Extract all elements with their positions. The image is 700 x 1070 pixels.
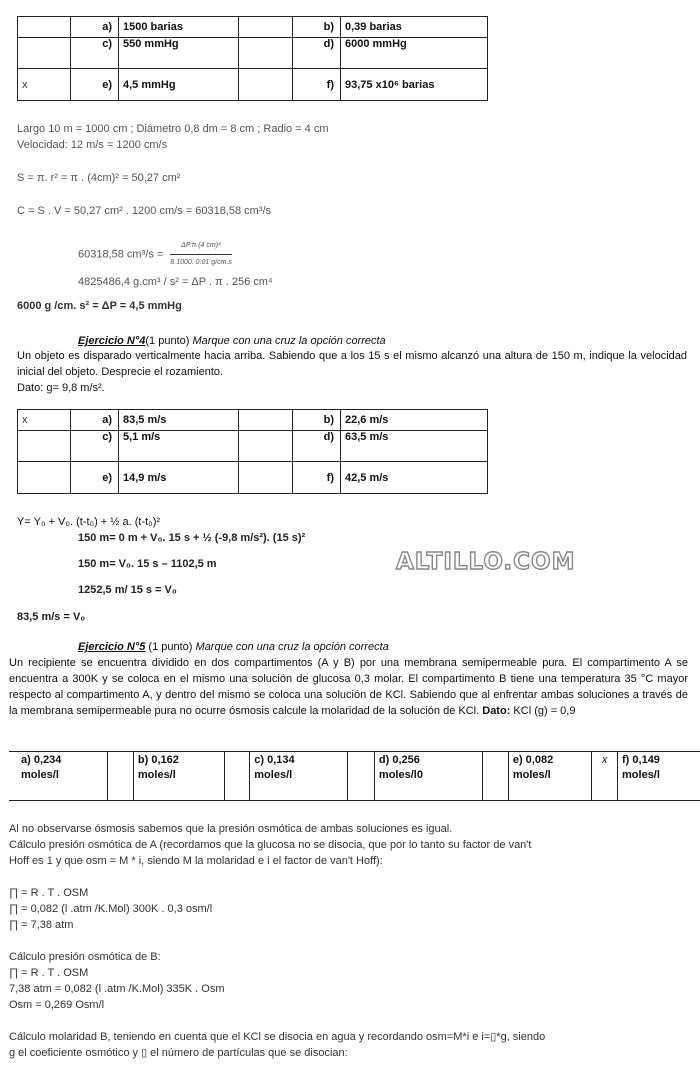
option-value: 0,39 barias xyxy=(341,17,488,38)
option-value: c) 0,134 xyxy=(254,754,295,766)
option-mark[interactable] xyxy=(18,431,71,462)
option-letter: f) xyxy=(293,69,341,101)
option-letter: d) xyxy=(293,38,341,69)
option-letter: e) xyxy=(71,69,119,101)
option-letter: e) xyxy=(71,462,119,494)
answer-table-ej3 xyxy=(17,16,488,101)
exercise-4-heading xyxy=(78,333,386,349)
option-d[interactable] xyxy=(374,751,482,800)
option-value: e) 0,082 xyxy=(512,754,554,766)
solution-line: 7,38 atm = 0,082 (l .atm /K.Mol) 335K . Osm xyxy=(9,983,225,995)
table-row xyxy=(18,410,488,431)
fraction-denominator: 8.1000. 0.01 g/cm.s xyxy=(170,259,232,266)
solution-block xyxy=(9,821,545,1061)
option-value: f) 0,149 xyxy=(622,754,660,766)
option-unit: moles/l0 xyxy=(378,769,423,781)
option-letter: c) xyxy=(71,431,119,462)
option-mark[interactable] xyxy=(348,751,375,800)
solution-line xyxy=(9,1013,545,1029)
option-mark[interactable]: x xyxy=(18,69,71,101)
table-row xyxy=(18,69,488,101)
option-mark[interactable] xyxy=(483,751,509,800)
table-row xyxy=(18,462,488,494)
option-a[interactable] xyxy=(17,751,108,800)
solution-line: Al no observarse ósmosis sabemos que la presión osmótica de ambas soluciones es igual. xyxy=(9,823,453,835)
option-value: 5,1 m/s xyxy=(119,431,239,462)
solution-line: Cálculo presión osmótica de B: xyxy=(9,951,161,963)
exercise-points: (1 punto) xyxy=(145,641,193,653)
option-value: 6000 mmHg xyxy=(341,38,488,69)
option-mark[interactable] xyxy=(224,751,250,800)
watermark: ALTILLO.COM xyxy=(396,549,576,575)
option-mark[interactable]: x xyxy=(18,410,71,431)
option-value: 22,6 m/s xyxy=(341,410,488,431)
solution-line: Hoff es 1 y que osm = M * i, siendo M la molaridad e i el factor de van't Hoff): xyxy=(9,855,383,867)
solution-line: Y= Y₀ + V₀. (t-t₀) + ½ a. (t-t₀)² xyxy=(17,516,161,528)
option-value: 63,5 m/s xyxy=(341,431,488,462)
solution-line: Cálculo molaridad B, teniendo en cuenta que el KCl se disocia en agua y recordando osm=M*i e i=▯*g, siendo xyxy=(9,1031,546,1043)
table-row xyxy=(18,431,488,462)
table-row xyxy=(18,38,488,69)
statement-text: Un recipiente se encuentra dividido en dos compartimentos (A y B) por una membrana semipermeable pura. El compartimento A se encuentra a 300K y se coloca en el mismo una solución de glucosa 0,3 molar. El compartimento B tiene una temperatura 35 °C mayor respecto al compartimento A, y dentro del mismo se coloca una solución de KCl. Sabiendo que al enfrentar ambas soluciones a través de la membrana semipermeable pura no ocurre ósmosis calcule la molaridad de la solución de KCl. xyxy=(9,657,688,717)
solution-line: ∏ = R . T . OSM xyxy=(9,967,89,979)
option-mark[interactable] xyxy=(18,38,71,69)
option-mark[interactable] xyxy=(239,462,293,494)
options-bottom-rule xyxy=(9,800,700,801)
option-letter: c) xyxy=(71,38,119,69)
table-row xyxy=(18,17,488,38)
option-mark[interactable] xyxy=(239,17,293,38)
exercise-statement xyxy=(9,655,688,719)
solution-line: ∏ = 0,082 (l .atm /K.Mol) 300K . 0,3 osm/l xyxy=(9,903,213,915)
solution-line: 4825486,4 g.cm³ / s² = ΔP . π . 256 cm⁴ xyxy=(78,276,273,288)
solution-line: g el coeficiente osmótico y ▯ el número de partículas que se disocian: xyxy=(9,1047,348,1059)
option-value: 42,5 m/s xyxy=(341,462,488,494)
option-value: 1500 barias xyxy=(119,17,239,38)
fraction-numerator: ΔP.π.(4 cm)⁴ xyxy=(170,238,231,255)
solution-line: Velocidad: 12 m/s = 1200 cm/s xyxy=(17,139,168,151)
solution-line: 150 m= V₀. 15 s – 1102,5 m xyxy=(78,558,217,570)
option-unit: moles/l xyxy=(512,769,551,781)
solution-line: S = π. r² = π . (4cm)² = 50,27 cm² xyxy=(17,172,181,184)
exercise-5-heading xyxy=(78,639,389,655)
solution-result: 6000 g /cm. s² = ΔP = 4,5 mmHg xyxy=(17,300,182,312)
answer-table-ej4 xyxy=(17,409,488,494)
option-unit: moles/l xyxy=(622,769,660,781)
dato-label: Dato: xyxy=(482,705,511,717)
formula-fraction xyxy=(170,238,231,271)
option-c[interactable] xyxy=(250,751,348,800)
option-value: d) 0,256 xyxy=(378,754,420,766)
solution-line xyxy=(9,869,545,885)
option-b[interactable] xyxy=(133,751,224,800)
exercise-title: Ejercicio N°4 xyxy=(78,335,146,347)
dato-value: KCl (g) = 0,9 xyxy=(510,705,576,717)
option-mark[interactable] xyxy=(239,410,293,431)
solution-result: 83,5 m/s = V₀ xyxy=(17,611,86,623)
formula-line xyxy=(78,238,232,271)
option-value: 4,5 mmHg xyxy=(119,69,239,101)
option-value: 14,9 m/s xyxy=(119,462,239,494)
exercise-instruction: Marque con una cruz la opción correcta xyxy=(189,335,386,347)
option-value: b) 0,162 xyxy=(137,754,179,766)
option-letter: b) xyxy=(293,410,341,431)
exercise-instruction: Marque con una cruz la opción correcta xyxy=(192,641,389,653)
table-row xyxy=(17,751,700,800)
exercise-dato: Dato: g= 9,8 m/s². xyxy=(17,382,105,394)
solution-line: Cálculo presión osmótica de A (recordamos que la glucosa no se disocia, que por lo tanto su factor de van't xyxy=(9,839,532,851)
option-mark[interactable] xyxy=(239,38,293,69)
solution-line: ∏ = R . T . OSM xyxy=(9,887,89,899)
option-unit: moles/l xyxy=(137,769,176,781)
answer-table-ej5 xyxy=(17,751,700,800)
option-mark[interactable] xyxy=(108,751,134,800)
solution-line: Osm = 0,269 Osm/l xyxy=(9,999,105,1011)
option-unit: moles/l xyxy=(21,769,59,781)
exercise-statement: Un objeto es disparado verticalmente hacia arriba. Sabiendo que a los 15 s el mismo alcanzó una altura de 150 m, indique la velocidad inicial del objeto. Desprecie el rozamiento. xyxy=(17,350,687,378)
option-letter: a) xyxy=(71,410,119,431)
solution-line: Largo 10 m = 1000 cm ; Diámetro 0,8 dm = 8 cm ; Radio = 4 cm xyxy=(17,123,329,135)
formula-left: 60318,58 cm³/s = xyxy=(78,248,164,261)
option-value: 83,5 m/s xyxy=(119,410,239,431)
option-letter: b) xyxy=(293,17,341,38)
option-f[interactable] xyxy=(618,751,700,800)
option-mark[interactable] xyxy=(239,431,293,462)
option-value: 93,75 x10⁶ barias xyxy=(341,69,488,101)
option-letter: a) xyxy=(71,17,119,38)
option-value: 550 mmHg xyxy=(119,38,239,69)
exercise-points: (1 punto) xyxy=(145,335,190,347)
option-e[interactable] xyxy=(508,751,591,800)
solution-line xyxy=(9,933,545,949)
exercise-title: Ejercicio N°5 xyxy=(78,641,146,653)
option-mark[interactable] xyxy=(239,69,293,101)
solution-line: 1252,5 m/ 15 s = V₀ xyxy=(78,584,177,596)
solution-line: ∏ = 7,38 atm xyxy=(9,919,74,931)
option-mark[interactable] xyxy=(18,17,71,38)
solution-line: C = S . V = 50,27 cm² . 1200 cm/s = 60318,58 cm³/s xyxy=(17,205,272,217)
option-value: a) 0,234 xyxy=(21,754,62,766)
option-mark[interactable] xyxy=(18,462,71,494)
option-letter: d) xyxy=(293,431,341,462)
option-mark[interactable]: x xyxy=(592,751,618,800)
option-letter: f) xyxy=(293,462,341,494)
solution-line: 150 m= 0 m + V₀. 15 s + ½ (-9,8 m/s²). (15 s)² xyxy=(78,532,306,544)
option-unit: moles/l xyxy=(254,769,293,781)
